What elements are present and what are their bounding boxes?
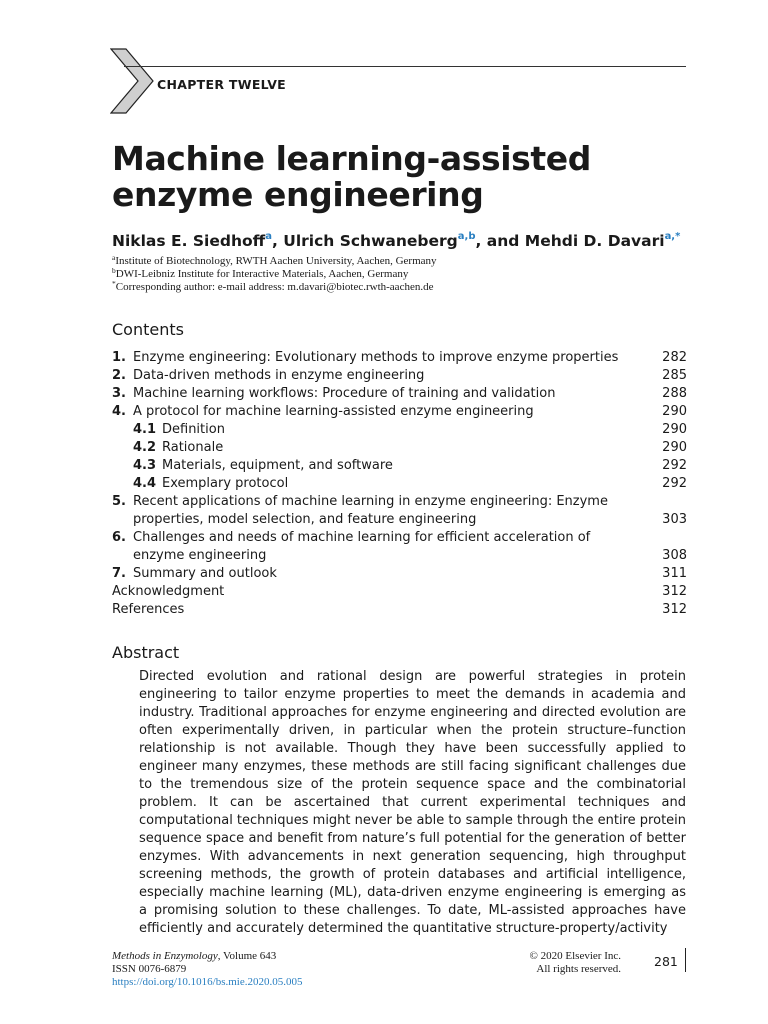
toc-entry-title: Materials, equipment, and software: [162, 458, 393, 473]
toc-entry-number: 6.: [112, 530, 126, 545]
toc-entry-number: 2.: [112, 368, 126, 383]
copyright: © 2020 Elsevier Inc.: [529, 950, 621, 962]
author-name: Niklas E. Siedhoff: [112, 232, 266, 250]
toc-entry-title: Challenges and needs of machine learning for efficient acceleration of enzyme engineering: [133, 530, 591, 563]
author-affiliation-mark[interactable]: a: [265, 231, 272, 242]
toc-entry-number: 7.: [112, 566, 126, 581]
journal-volume: , Volume 643: [217, 950, 277, 962]
toc-entry-page: 303: [662, 512, 687, 527]
toc-entry-page: 292: [662, 476, 687, 491]
toc-entry-number: 5.: [112, 494, 126, 509]
author-name: Mehdi D. Davari: [524, 232, 665, 250]
toc-entry-title: References: [112, 602, 185, 617]
toc-entry[interactable]: [112, 439, 687, 457]
toc-entry[interactable]: [112, 367, 687, 385]
toc-entry[interactable]: [112, 475, 687, 493]
toc-entry-title: Exemplary protocol: [162, 476, 289, 491]
toc-entry[interactable]: [112, 349, 687, 367]
toc-entry-number: 4.3: [133, 458, 157, 473]
toc-entry[interactable]: [112, 385, 687, 403]
toc-entry-page: 312: [662, 602, 687, 617]
toc-entry-number: 1.: [112, 350, 126, 365]
chapter-title: Machine learning-assisted enzyme engineering: [112, 139, 591, 214]
affiliation-mark: b: [112, 266, 116, 275]
affiliation-text: DWI-Leibniz Institute for Interactive Materials, Aachen, Germany: [115, 268, 409, 280]
author-affiliation-mark[interactable]: a,*: [664, 231, 681, 242]
author-affiliation-mark[interactable]: a,b: [457, 231, 476, 242]
abstract-heading: Abstract: [112, 643, 180, 662]
toc-entry[interactable]: [112, 583, 687, 601]
author-list: [112, 231, 680, 250]
page-number-rule: [685, 948, 686, 972]
toc-entry-page: 312: [662, 584, 687, 599]
chapter-label: CHAPTER TWELVE: [157, 77, 287, 92]
issn: ISSN 0076-6879: [112, 963, 187, 975]
toc-entry-title: Summary and outlook: [133, 566, 277, 581]
toc-entry-number: 4.4: [133, 476, 157, 491]
toc-entry[interactable]: [112, 565, 687, 583]
toc-entry-number: 4.: [112, 404, 126, 419]
table-of-contents: [112, 349, 687, 619]
footer-copyright: [497, 950, 621, 976]
toc-entry-title: A protocol for machine learning-assisted enzyme engineering: [133, 404, 534, 419]
toc-entry-page: 285: [662, 368, 687, 383]
affiliation-mark: a: [112, 253, 116, 262]
affiliation-text: Corresponding author: e-mail address: m.davari@biotec.rwth-aachen.de: [115, 281, 434, 293]
author-separator: ,: [271, 232, 284, 250]
toc-entry[interactable]: [112, 421, 687, 439]
journal-name: Methods in Enzymology: [112, 950, 218, 962]
toc-entry-title: Enzyme engineering: Evolutionary methods to improve enzyme properties: [133, 350, 619, 365]
corresponding-author: [112, 277, 433, 294]
contents-heading: Contents: [112, 320, 184, 339]
toc-entry-number: 3.: [112, 386, 126, 401]
toc-entry[interactable]: [112, 601, 687, 619]
author-name: Ulrich Schwaneberg: [283, 232, 458, 250]
toc-entry-page: 311: [662, 566, 687, 581]
toc-entry-title: Rationale: [162, 440, 224, 455]
toc-entry-page: 288: [662, 386, 687, 401]
toc-entry-page: 290: [662, 440, 687, 455]
toc-entry-title: Machine learning workflows: Procedure of training and validation: [133, 386, 556, 401]
page-number: 281: [654, 954, 678, 969]
doi-link[interactable]: https://doi.org/10.1016/bs.mie.2020.05.005: [112, 976, 303, 988]
toc-entry-title: Definition: [162, 422, 225, 437]
toc-entry[interactable]: [112, 529, 687, 565]
toc-entry-page: 282: [662, 350, 687, 365]
affiliation-mark: *: [112, 279, 116, 288]
author-separator: , and: [475, 232, 525, 250]
abstract-text: Directed evolution and rational design are powerful strategies in protein engineering to tailor enzyme properties to meet the demands in academia and industry. Traditional approaches for enzyme engineering and directed evolution are often experimentally driven, in particular when the protein structure–function relationship is not available. Though they have been successfully applied to engineer many enzymes, these methods are still facing significant challenges due to the tremendous size of the protein sequence space and the combinatorial problem. It can be ascertained that current experimental techniques and computational techniques might never be able to sample through the entire protein sequence space and benefit from nature’s full potential for the generation of better enzymes. With advancements in next generation sequencing, high throughput screening methods, the growth of protein databases and artificial intelligence, especially machine learning (ML), data-driven enzyme engineering is emerging as a promising solution to these challenges. To date, ML-assisted approaches have efficiently and accurately determined the quantitative structure-property/activity: [139, 669, 687, 936]
toc-entry-number: 4.2: [133, 440, 157, 455]
rights: All rights reserved.: [536, 963, 621, 975]
toc-entry[interactable]: [112, 403, 687, 421]
toc-entry[interactable]: [112, 493, 687, 529]
toc-entry-page: 290: [662, 404, 687, 419]
chapter-chevron-icon: [110, 48, 154, 114]
footer-citation: [112, 950, 302, 989]
toc-entry[interactable]: [112, 457, 687, 475]
toc-entry-title: Acknowledgment: [112, 584, 225, 599]
chapter-rule: [124, 66, 686, 67]
toc-entry-page: 292: [662, 458, 687, 473]
affiliation-text: Institute of Biotechnology, RWTH Aachen University, Aachen, Germany: [115, 255, 437, 267]
toc-entry-title: Recent applications of machine learning in enzyme engineering: Enzyme properties, model selection, and feature engineering: [133, 494, 608, 527]
toc-entry-number: 4.1: [133, 422, 157, 437]
toc-entry-title: Data-driven methods in enzyme engineering: [133, 368, 425, 383]
toc-entry-page: 308: [662, 548, 687, 563]
toc-entry-page: 290: [662, 422, 687, 437]
